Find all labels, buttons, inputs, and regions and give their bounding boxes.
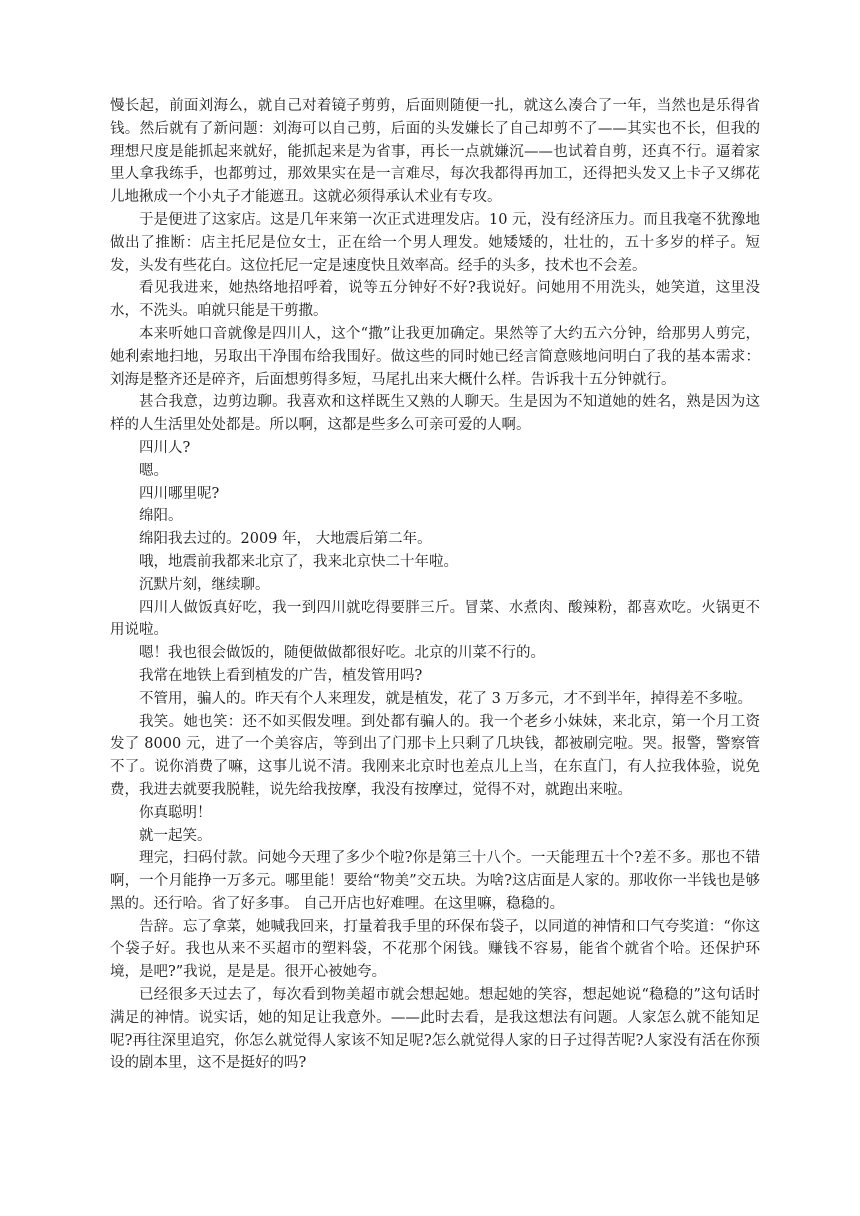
paragraph: 于是便进了这家店。这是几年来第一次正式进理发店。10 元，没有经济压力。而且我毫不犹豫地做出了推断：店主托尼是位女士，正在给一个男人理发。她矮矮的，壮壮的，五十多岁的样子。短发，头发有些花白。这位托尼一定是速度快且效率高。经手的头多，技术也不会差。 <box>110 211 760 274</box>
paragraph: 四川人做饭真好吃，我一到四川就吃得要胖三斤。冒菜、水煮肉、酸辣粉，都喜欢吃。火锅更不用说啦。 <box>110 599 760 639</box>
dialogue-line: 沉默片刻，继续聊。 <box>139 576 270 593</box>
dialogue-line: 你真聪明！ <box>139 804 212 821</box>
dialogue-line: 就一起笑。 <box>139 827 212 844</box>
dialogue-line: 哦，地震前我都来北京了，我来北京快二十年啦。 <box>139 553 458 570</box>
paragraph: 嗯！我也很会做饭的，随便做做都很好吃。北京的川菜不行的。 <box>139 645 545 662</box>
document-body <box>110 95 760 1075</box>
dialogue-line: 四川哪里呢? <box>139 485 220 502</box>
paragraph: 理完，扫码付款。问她今天理了多少个啦?你是第三十八个。一天能理五十个?差不多。那也不错啊，一个月能挣一万多元。哪里能！要给“物美”交五块。为啥?这店面是人家的。那收你一半钱也是够黑的。还行哈。省了好多事。 自己开店也好难哩。在这里嘛，稳稳的。 <box>110 850 760 912</box>
paragraph: 甚合我意，边剪边聊。我喜欢和这样既生又熟的人聊天。生是因为不知道她的姓名，熟是因为这样的人生活里处处都是。所以啊，这都是些多么可亲可爱的人啊。 <box>110 394 760 434</box>
dialogue-line: 我常在地铁上看到植发的广告，植发管用吗? <box>139 667 423 684</box>
paragraph: 我笑。她也笑：还不如买假发哩。到处都有骗人的。我一个老乡小妹妹，来北京，第一个月工资发了 8000 元，进了一个美容店，等到出了门那卡上只剩了几块钱，都被刷完啦。哭。报警，警察管不了。说你消费了嘛，这事儿说不清。我刚来北京时也差点儿上当，在东直门，有人拉我体验，说免费，我进去就要我脱鞋，说先给我按摩，我没有按摩过，觉得不对，就跑出来啦。 <box>110 713 760 798</box>
dialogue-line: 绵阳我去过的。2009 年， 大地震后第二年。 <box>139 531 432 548</box>
paragraph: 看见我进来，她热络地招呼着，说等五分钟好不好?我说好。问她用不用洗头，她笑道，这里没水，不洗头。咱就只能是干剪撒。 <box>110 280 760 320</box>
paragraph: 慢长起，前面刘海么，就自己对着镜子剪剪，后面则随便一扎，就这么凑合了一年，当然也是乐得省钱。然后就有了新问题：刘海可以自己剪，后面的头发嫌长了自己却剪不了——其实也不长，但我的理想尺度是能抓起来就好，能抓起来是为省事，再长一点就嫌沉——也试着自剪，还真不行。逼着家里人拿我练手，也都剪过，那效果实在是一言难尽，每次我都得再加工，还得把头发又上卡子又绑花儿地揪成一个小丸子才能遮丑。这就必须得承认术业有专攻。 <box>110 98 760 206</box>
paragraph: 已经很多天过去了，每次看到物美超市就会想起她。想起她的笑容，想起她说“稳稳的”这句话时满足的神情。说实话，她的知足让我意外。——此时去看，是我这想法有问题。人家怎么就不能知足呢?再往深里追究，你怎么就觉得人家该不知足呢?怎么就觉得人家的日子过得苦呢?人家没有活在你预设的剧本里，这不是挺好的吗? <box>110 987 760 1072</box>
dialogue-line: 四川人? <box>139 439 191 456</box>
paragraph: 本来听她口音就像是四川人，这个“撒”让我更加确定。果然等了大约五六分钟，给那男人剪完，她利索地扫地，另取出干净围布给我围好。做这些的同时她已经言简意赅地问明白了我的基本需求：刘海是整齐还是碎齐，后面想剪得多短，马尾扎出来大概什么样。告诉我十五分钟就行。 <box>110 325 760 388</box>
dialogue-line: 嗯。 <box>139 462 168 479</box>
paragraph: 不管用，骗人的。昨天有个人来理发，就是植发，花了 3 万多元，才不到半年，掉得差不多啦。 <box>139 690 752 707</box>
paragraph: 告辞。忘了拿菜，她喊我回来，打量着我手里的环保布袋子，以同道的神情和口气夸奖道：“你这个袋子好。我也从来不买超市的塑料袋，不花那个闲钱。赚钱不容易，能省个就省个哈。还保护环境，是吧?”我说，是是是。很开心被她夸。 <box>110 918 760 981</box>
dialogue-line: 绵阳。 <box>139 508 183 525</box>
